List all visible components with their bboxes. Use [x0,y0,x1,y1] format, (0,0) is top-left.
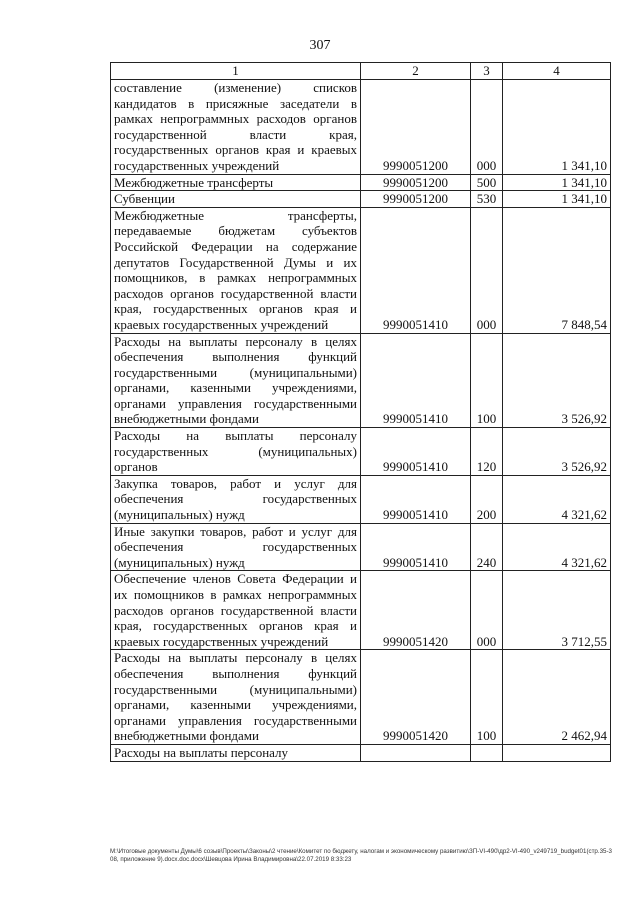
row-name: Субвенции [111,191,361,208]
row-code [361,744,471,761]
table-row [111,207,611,333]
row-amount: 3 526,92 [503,428,611,476]
row-name: составление (изменение) списков кандидатов в присяжные заседатели в рамках непрограммных расходов органов государственной власти края, государственных органов края и краевых государственных учреждений [111,80,361,175]
table-header-row [111,63,611,80]
row-type: 500 [471,174,503,191]
row-name: Расходы на выплаты персоналу государственных (муниципальных) органов [111,428,361,476]
row-type: 000 [471,80,503,175]
row-code: 9990051410 [361,333,471,428]
row-amount [503,744,611,761]
table-row [111,428,611,476]
row-name: Обеспечение членов Совета Федерации и их помощников в рамках непрограммных расходов органов государственной власти края, государственных органов края и краевых государственных учреждений [111,571,361,650]
row-amount: 7 848,54 [503,207,611,333]
row-name: Иные закупки товаров, работ и услуг для обеспечения государственных (муниципальных) нужд [111,523,361,571]
table-row [111,475,611,523]
row-type: 530 [471,191,503,208]
row-name: Межбюджетные трансферты, передаваемые бюджетам субъектов Российской Федерации на содержание депутатов Государственной Думы и их помощников, в рамках непрограммных расходов органов государственной власти края, государственных органов края и краевых государственных учреждений [111,207,361,333]
row-type: 100 [471,333,503,428]
row-code: 9990051200 [361,174,471,191]
table-row [111,571,611,650]
row-amount: 1 341,10 [503,80,611,175]
row-amount: 1 341,10 [503,191,611,208]
row-type [471,744,503,761]
row-type: 000 [471,571,503,650]
column-header-4: 4 [503,63,611,80]
table-row [111,174,611,191]
row-amount: 1 341,10 [503,174,611,191]
table-row [111,650,611,745]
row-name: Расходы на выплаты персоналу [111,744,361,761]
row-type: 240 [471,523,503,571]
column-header-2: 2 [361,63,471,80]
table-row [111,80,611,175]
row-amount: 3 526,92 [503,333,611,428]
page-number: 307 [309,38,331,53]
row-code: 9990051410 [361,428,471,476]
column-header-3: 3 [471,63,503,80]
row-code: 9990051410 [361,523,471,571]
row-code: 9990051410 [361,207,471,333]
row-code: 9990051200 [361,191,471,208]
table-row [111,333,611,428]
table-row [111,191,611,208]
row-amount: 3 712,55 [503,571,611,650]
row-name: Расходы на выплаты персоналу в целях обеспечения выполнения функций государственными (муниципальными) органами, казенными учреждениями, органами управления государственными внебюджетными фондами [111,333,361,428]
row-amount: 4 321,62 [503,475,611,523]
row-type: 200 [471,475,503,523]
row-type: 120 [471,428,503,476]
column-header-1: 1 [111,63,361,80]
row-amount: 4 321,62 [503,523,611,571]
footer-file-path: M:\Итоговые документы Думы\6 созыв\Проекты\Законы\2 чтение\Комитет по бюджету, налогам и экономическому развитию\ЗП-VI-490\др2-VI-490_v249719_budget01(стр.35-308, приложение 9).docx.doc.docx\Шевцова Ирина Владимировна\22.07.2019 8:33:23 [110,848,612,863]
table-row [111,523,611,571]
row-amount: 2 462,94 [503,650,611,745]
row-code: 9990051420 [361,571,471,650]
row-code: 9990051200 [361,80,471,175]
row-code: 9990051410 [361,475,471,523]
row-type: 100 [471,650,503,745]
row-name: Межбюджетные трансферты [111,174,361,191]
row-name: Расходы на выплаты персоналу в целях обеспечения выполнения функций государственными (муниципальными) органами, казенными учреждениями, органами управления государственными внебюджетными фондами [111,650,361,745]
row-type: 000 [471,207,503,333]
row-code: 9990051420 [361,650,471,745]
table-row [111,744,611,761]
row-name: Закупка товаров, работ и услуг для обеспечения государственных (муниципальных) нужд [111,475,361,523]
budget-table [110,62,611,762]
